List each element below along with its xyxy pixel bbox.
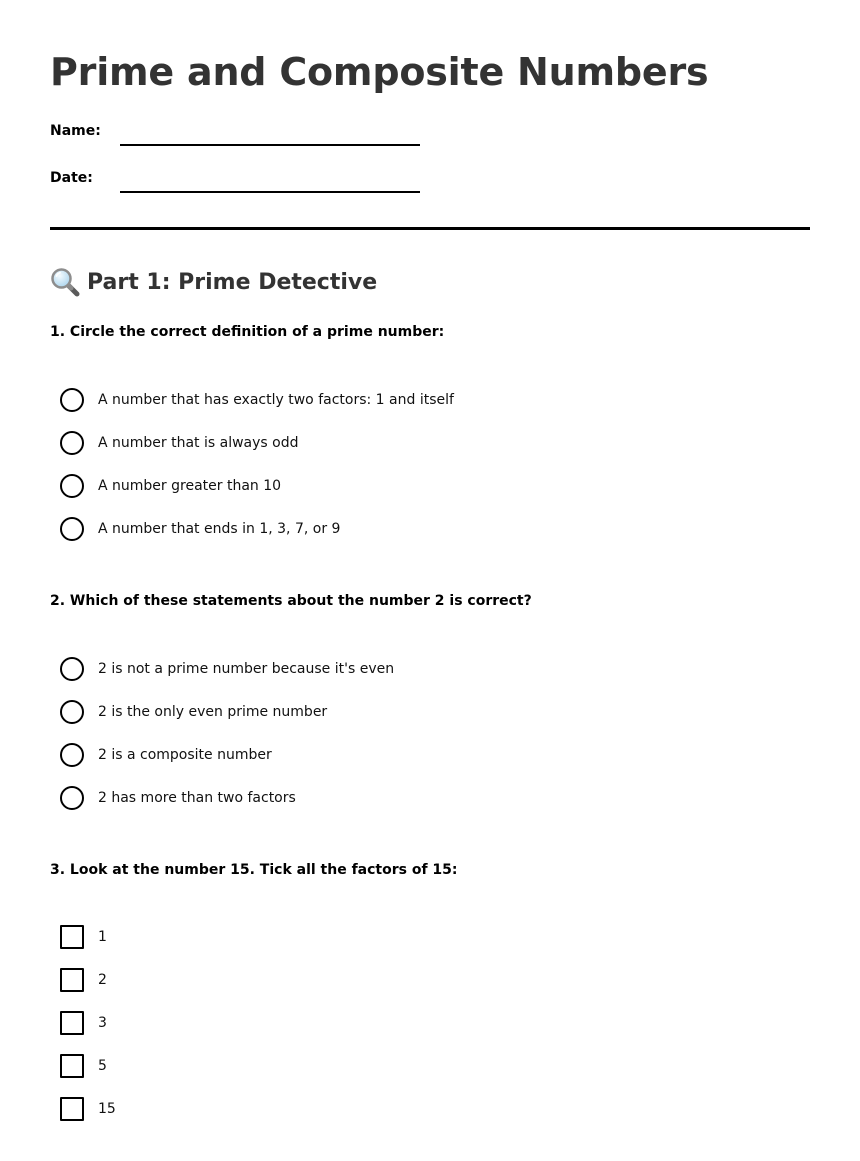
question-2-prompt: 2. Which of these statements about the number 2 is correct? (50, 593, 532, 609)
question-2-option-3[interactable] (60, 742, 272, 768)
radio-circle[interactable] (60, 743, 84, 767)
option-label: A number greater than 10 (98, 478, 282, 494)
option-label: 3 (98, 1015, 107, 1031)
radio-circle[interactable] (60, 474, 84, 498)
question-3-option-5[interactable] (60, 1096, 116, 1122)
checkbox-square[interactable] (60, 1011, 84, 1035)
question-3-option-1[interactable] (60, 924, 107, 950)
question-3-option-2[interactable] (60, 967, 107, 993)
question-2-option-1[interactable] (60, 656, 394, 682)
date-label: Date: (50, 170, 93, 186)
option-label: 1 (98, 929, 107, 945)
radio-circle[interactable] (60, 786, 84, 810)
option-label: 2 is not a prime number because it's even (98, 661, 395, 677)
option-label: 2 (98, 972, 107, 988)
part-1-heading-text: Part 1: Prime Detective (87, 269, 378, 295)
checkbox-square[interactable] (60, 925, 84, 949)
part-1-heading (50, 266, 377, 298)
worksheet-title: Prime and Composite Numbers (50, 50, 709, 94)
question-1-option-4[interactable] (60, 516, 340, 542)
option-label: A number that has exactly two factors: 1 and itself (98, 392, 454, 408)
radio-circle[interactable] (60, 517, 84, 541)
question-2-option-4[interactable] (60, 785, 296, 811)
question-3-option-3[interactable] (60, 1010, 107, 1036)
question-1-option-2[interactable] (60, 430, 299, 456)
header-divider (50, 227, 810, 230)
name-answer-line[interactable] (120, 144, 420, 146)
option-label: A number that is always odd (98, 435, 299, 451)
option-label: 2 has more than two factors (98, 790, 296, 806)
checkbox-square[interactable] (60, 968, 84, 992)
name-field[interactable] (50, 121, 470, 151)
question-1-prompt: 1. Circle the correct definition of a prime number: (50, 324, 445, 340)
option-label: 2 is a composite number (98, 747, 272, 763)
radio-circle[interactable] (60, 388, 84, 412)
checkbox-square[interactable] (60, 1097, 84, 1121)
date-field[interactable] (50, 168, 470, 198)
question-3-prompt: 3. Look at the number 15. Tick all the factors of 15: (50, 862, 458, 878)
date-answer-line[interactable] (120, 191, 420, 193)
question-1-option-1[interactable] (60, 387, 454, 413)
option-label: 5 (98, 1058, 107, 1074)
radio-circle[interactable] (60, 657, 84, 681)
question-1-option-3[interactable] (60, 473, 281, 499)
question-3-option-4[interactable] (60, 1053, 107, 1079)
name-label: Name: (50, 123, 101, 139)
checkbox-square[interactable] (60, 1054, 84, 1078)
question-2-option-2[interactable] (60, 699, 327, 725)
option-label: 15 (98, 1101, 116, 1117)
option-label: 2 is the only even prime number (98, 704, 328, 720)
radio-circle[interactable] (60, 431, 84, 455)
radio-circle[interactable] (60, 700, 84, 724)
option-label: A number that ends in 1, 3, 7, or 9 (98, 521, 341, 537)
magnifying-glass-icon (50, 267, 80, 297)
